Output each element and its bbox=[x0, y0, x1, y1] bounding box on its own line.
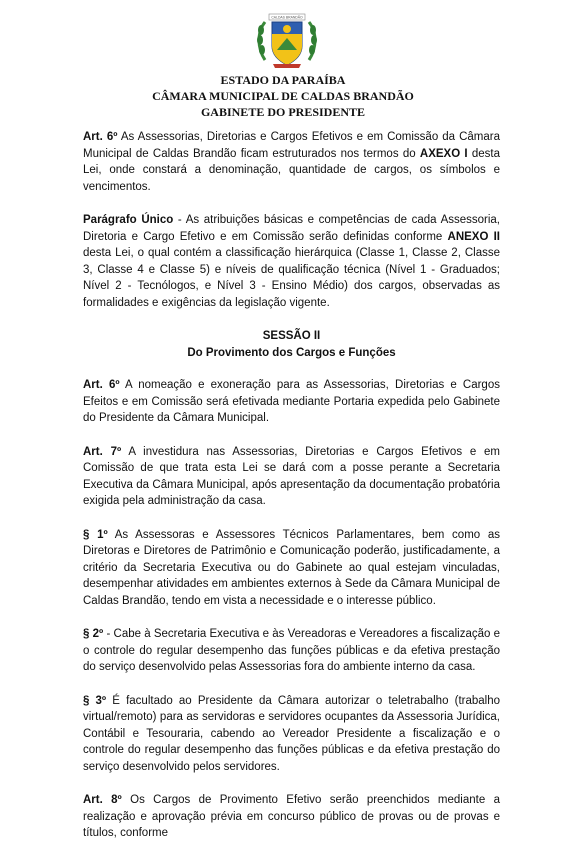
annex-reference: AXEXO I bbox=[419, 147, 468, 160]
header-chamber: CÂMARA MUNICIPAL DE CALDAS BRANDÃO bbox=[152, 89, 414, 103]
letterhead bbox=[0, 72, 566, 120]
paragraph-text: - Cabe à Secretaria Executiva e às Vereadoras e Vereadores a fiscalização e o controle do regular desempenho das funções públicas e da efetiva prestação do serviço desenvolvido pelas Assessorias fora do ambiente interno da casa. bbox=[83, 628, 501, 673]
header-state: ESTADO DA PARAÍBA bbox=[220, 73, 346, 87]
paragraph-art6-appointment bbox=[83, 377, 500, 427]
article-label: Art. 6º bbox=[83, 131, 118, 143]
paragraph-section1 bbox=[83, 527, 500, 610]
article-label: § 3º bbox=[83, 694, 107, 707]
section-title: SESSÃO II bbox=[262, 330, 321, 342]
paragraph-text: desta Lei, onde constará a denominação, quantidade de cargos, os símbolos e vencimentos. bbox=[83, 147, 501, 193]
paragraph-text: - As atribuições básicas e competências de cada Assessoria, Diretoria e Cargo Efetivo e em Comissão serão definidas conforme bbox=[83, 214, 501, 243]
article-label: Art. 6º bbox=[83, 379, 120, 391]
article-label: Art. 7º bbox=[83, 445, 122, 458]
section-subtitle: Do Provimento dos Cargos e Funções bbox=[187, 346, 396, 359]
municipal-crest-logo bbox=[255, 10, 319, 70]
paragraph-section3 bbox=[83, 693, 500, 776]
paragraph-art8 bbox=[83, 792, 500, 842]
article-label: § 1º bbox=[83, 528, 108, 541]
annex-reference: ANEXO II bbox=[447, 230, 500, 243]
paragraph-text: As Assessoras e Assessores Técnicos Parlamentares, bem como as Diretoras e Diretores de Patrimônio e Comunicação poderão, justificadamente, a critério da Secretaria Executiva ou do Gabinete ao qual estejam vinculadas, desempenhar atividades em ambientes externos à Sede da Câmara Municipal de Caldas Brandão, tendo em vista a necessidade e o interesse público. bbox=[83, 528, 500, 607]
paragraph-sole-paragraph bbox=[83, 212, 500, 311]
crest-caption: CALDAS BRANDÃO bbox=[271, 15, 303, 20]
article-label: § 2º bbox=[83, 628, 104, 640]
document-body bbox=[83, 129, 500, 859]
paragraph-text: desta Lei, o qual contém a classificação hierárquica (Classe 1, Classe 2, Classe 3, Classe 4 e Classe 5) e níveis de qualificação técnica (Nível 1 - Graduados; Nível 2 - Tecnólogos, e Nível 3 - Ensino Médio) dos cargos, observadas as formalidades e exigências da legislação vigente. bbox=[83, 247, 500, 309]
paragraph-text: É facultado ao Presidente da Câmara autorizar o teletrabalho (trabalho virtual/remoto) para as servidoras e servidores ocupantes da Assessoria Jurídica, Contábil e Tesouraria, cabendo ao Vereador Presidente a fiscalização e o controle do regular desempenho das funções públicas e da efetiva prestação do serviço desenvolvido pelos servidores. bbox=[83, 694, 500, 773]
paragraph-text: Os Cargos de Provimento Efetivo serão preenchidos mediante a realização e aprovação prévia em concurso público de provas ou de provas e títulos, conforme bbox=[83, 794, 500, 839]
paragraph-section2 bbox=[83, 626, 500, 676]
header-office: GABINETE DO PRESIDENTE bbox=[200, 105, 366, 119]
section-heading bbox=[83, 328, 500, 361]
article-label: Art. 8º bbox=[83, 794, 122, 806]
paragraph-art6-structure bbox=[83, 129, 500, 195]
paragraph-art7 bbox=[83, 444, 500, 510]
paragraph-text: A nomeação e exoneração para as Assessorias, Diretorias e Cargos Efeitos e em Comissão será efetivada mediante Portaria expedida pelo Gabinete do Presidente da Câmara Municipal. bbox=[83, 379, 500, 424]
article-label: Parágrafo Único bbox=[83, 214, 174, 226]
paragraph-text: As Assessorias, Diretorias e Cargos Efetivos e em Comissão da Câmara Municipal de Caldas Brandão ficam estruturados nos termos do bbox=[83, 131, 500, 160]
paragraph-text: A investidura nas Assessorias, Diretorias e Cargos Efetivos e em Comissão de que trata esta Lei se dará com a posse perante a Secretaria Executiva da Câmara Municipal, após apresentação da documentação probatória exigida pela administração da casa. bbox=[83, 445, 500, 507]
